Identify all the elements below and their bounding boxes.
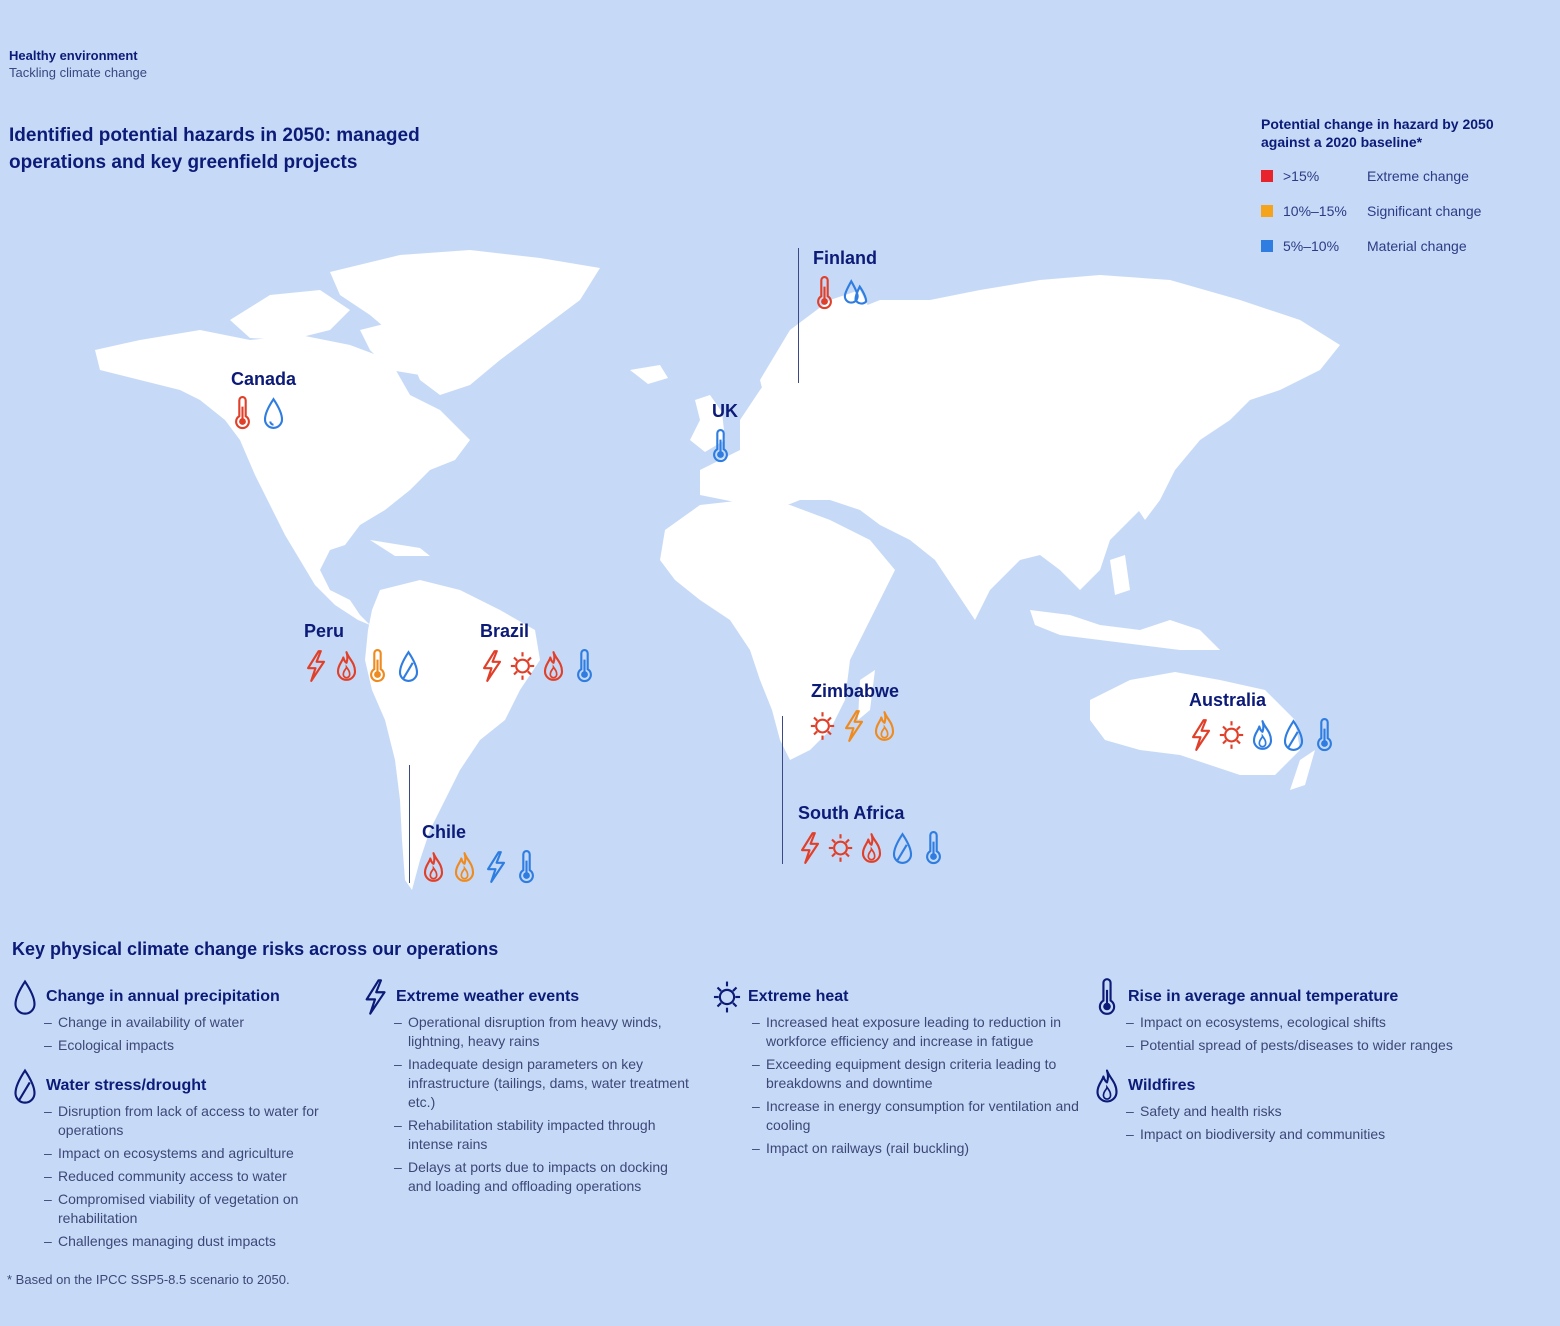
thermometer-icon [1311,718,1338,752]
legend-label: Extreme change [1367,168,1469,184]
risk-item: – Reduced community access to water [44,1167,334,1186]
land-indonesia [1030,610,1220,650]
flame-icon [540,649,567,683]
hazard-icons-south-africa [796,831,947,865]
risk-item: – Increased heat exposure leading to reduction in workforce efficiency and increase in fatigue [752,1013,1082,1051]
thermometer-icon [513,850,540,884]
sun-icon [809,709,836,743]
country-label-chile: Chile [422,822,467,842]
country-label-zimbabwe: Zimbabwe [811,681,900,701]
sun-icon [1218,718,1245,752]
sun-icon [827,831,854,865]
hazard-icons-chile [420,850,540,884]
drought-drop-icon [1280,718,1307,752]
risk-drought [10,1072,350,1255]
country-label-south-africa: South Africa [798,803,905,823]
risk-item: – Impact on ecosystems, ecological shifts [1126,1013,1506,1032]
precipitation-drop-icon [842,276,869,310]
lightning-icon [1187,718,1214,752]
risk-item: – Inadequate design parameters on key infrastructure (tailings, dams, water treatment etc.) [394,1055,694,1112]
country-label-australia: Australia [1189,690,1267,710]
country-label-peru: Peru [304,621,345,641]
legend-item-significant [1261,201,1481,221]
land-iceland [630,365,668,384]
lightning-icon [840,709,867,743]
hazard-icons-brazil [478,649,598,683]
drought-drop-icon [260,396,287,430]
country-label-uk: UK [712,401,738,421]
risk-title: Extreme heat [748,988,849,1005]
risk-item: – Impact on railways (rail buckling) [752,1139,1082,1158]
lightning-icon [360,978,390,1016]
risk-item: – Delays at ports due to impacts on docking and loading and offloading operations [394,1158,694,1196]
risk-title: Wildfires [1128,1077,1196,1094]
land-philippines [1110,555,1130,595]
flame-icon [858,831,885,865]
risk-title: Extreme weather events [396,988,580,1005]
flame-icon [333,649,360,683]
thermometer-icon [229,396,256,430]
hazard-icons-uk [707,429,734,463]
legend-swatch [1261,170,1273,182]
thermometer-icon [1092,978,1122,1016]
section-subtitle: Tackling climate change [9,65,148,80]
thermometer-icon [811,276,838,310]
thermometer-icon [920,831,947,865]
lightning-icon [478,649,505,683]
hazard-icons-finland [811,276,869,310]
lightning-icon [302,649,329,683]
risk-extreme-weather [360,983,700,1200]
risk-item: – Rehabilitation stability impacted through intense rains [394,1116,694,1154]
risk-item: – Potential spread of pests/diseases to wider ranges [1126,1036,1506,1055]
leader-line-chile [409,765,410,883]
leader-line-south-africa [782,716,783,864]
risk-item: – Increase in energy consumption for ventilation and cooling [752,1097,1082,1135]
precipitation-icon [10,978,40,1016]
thermometer-icon [707,429,734,463]
country-label-brazil: Brazil [480,621,530,641]
risk-title: Water stress/drought [46,1077,207,1094]
risks-heading: Key physical climate change risks across our operations [12,939,499,959]
risk-item: – Safety and health risks [1126,1102,1506,1121]
section-title: Healthy environment [9,48,138,63]
drought-drop-icon [889,831,916,865]
risk-title: Rise in average annual temperature [1128,988,1399,1005]
risk-item: – Exceeding equipment design criteria leading to breakdowns and downtime [752,1055,1082,1093]
thermometer-icon [571,649,598,683]
flame-icon [420,850,447,884]
flame-icon [871,709,898,743]
hazard-icons-canada [229,396,287,430]
risk-item: – Change in availability of water [44,1013,350,1032]
thermometer-icon [364,649,391,683]
drought-drop-icon [395,649,422,683]
footnote: * Based on the IPCC SSP5-8.5 scenario to 2050. [7,1272,290,1287]
risk-item: – Impact on ecosystems and agriculture [44,1144,334,1163]
legend-label: Significant change [1367,203,1482,219]
flame-icon [1249,718,1276,752]
risk-temperature [1092,983,1512,1059]
flame-icon [451,850,478,884]
risk-item: – Ecological impacts [44,1036,350,1055]
lightning-icon [482,850,509,884]
hazard-icons-peru [302,649,422,683]
country-label-finland: Finland [813,248,877,268]
sun-icon [509,649,536,683]
legend-range: 5%–10% [1283,238,1340,254]
sun-icon [712,978,742,1016]
risk-item: – Impact on biodiversity and communities [1126,1125,1506,1144]
land-cuba [370,540,430,556]
risk-item: – Operational disruption from heavy winds, lightning, heavy rains [394,1013,694,1051]
legend-title: Potential change in hazard by 2050 against a 2020 baseline* [1261,116,1494,150]
legend-range: >15% [1283,168,1320,184]
country-label-canada: Canada [231,369,297,389]
risk-item: – Disruption from lack of access to water for operations [44,1102,334,1140]
risk-precipitation [10,983,350,1059]
risk-title: Change in annual precipitation [46,988,280,1005]
legend-swatch [1261,205,1273,217]
hazard-icons-australia [1187,718,1338,752]
page-title: Identified potential hazards in 2050: managed operations and key greenfield projects [9,125,420,173]
legend-range: 10%–15% [1283,203,1347,219]
risk-item: – Compromised viability of vegetation on rehabilitation [44,1190,334,1228]
risk-extreme-heat [712,983,1092,1162]
risk-wildfires [1092,1072,1512,1148]
hazard-icons-zimbabwe [809,709,898,743]
flame-icon [1092,1067,1122,1105]
world-map [0,240,1560,900]
lightning-icon [796,831,823,865]
drought-icon [10,1067,40,1105]
leader-line-finland [798,248,799,383]
legend-item-extreme [1261,166,1469,186]
risk-item: – Challenges managing dust impacts [44,1232,334,1251]
legend-label: Material change [1367,238,1467,254]
land-arctic-islands [230,290,350,340]
